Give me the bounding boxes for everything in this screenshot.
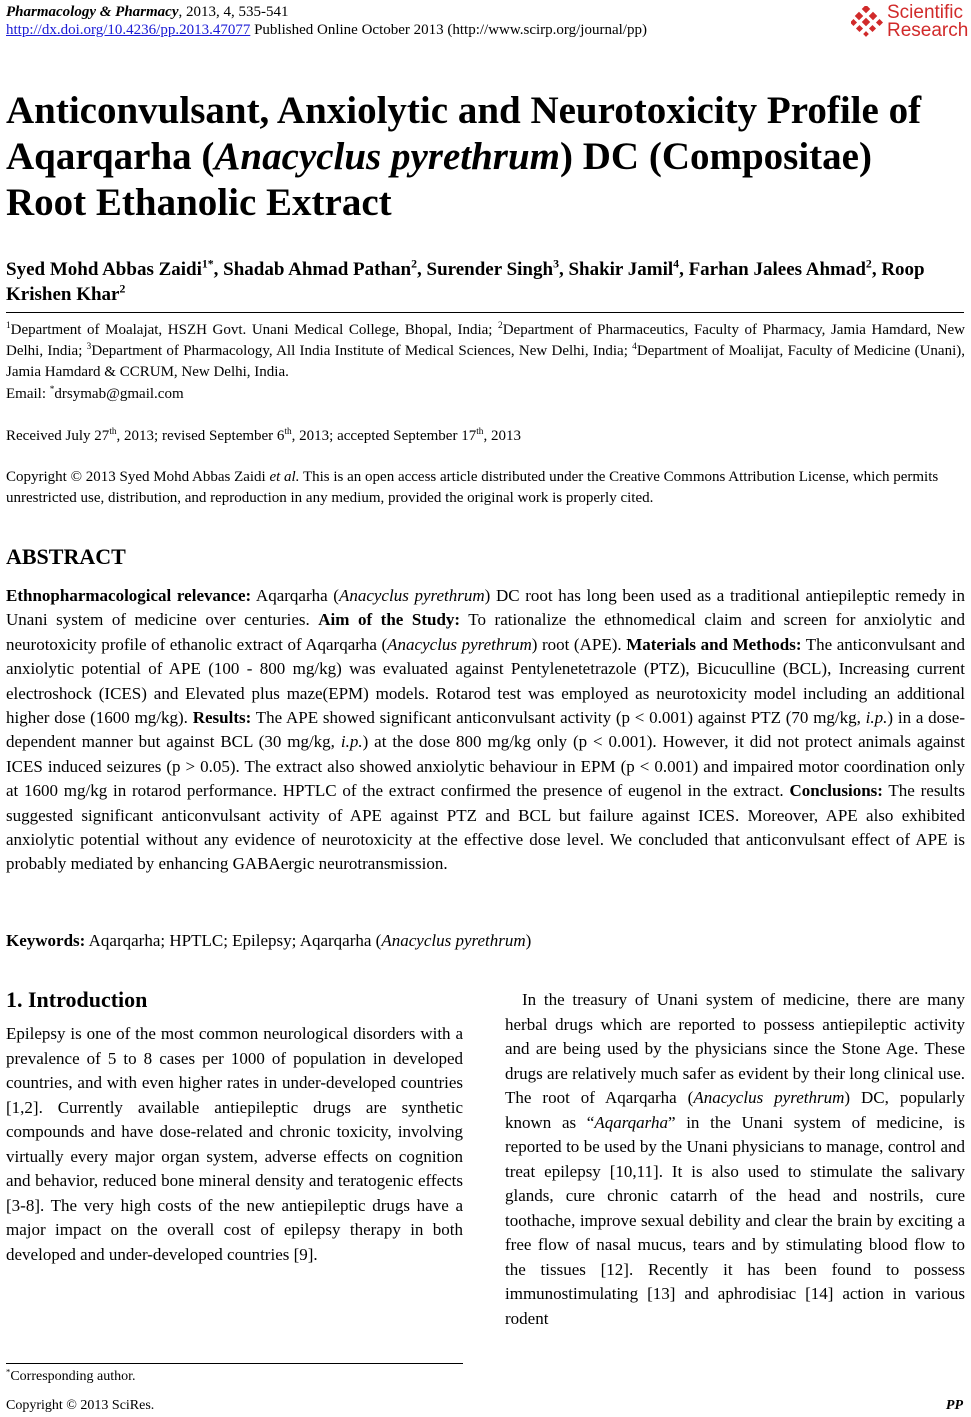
intro-left-column: Epilepsy is one of the most common neurological disorders with a prevalence of 5 to 8 cases per 1000 of population in developed countries, and with even higher rates in under-developed countries [1,2]. Currently available antiepileptic drugs are synthetic compounds and have dose-related and chronic toxicity, involving virtually every major organ system, adverse effects on cognition and behavior, reduced bone mineral density and teratogenic effects [3-8]. The very high costs of the new antiepileptic drugs have a major impact on the overall cost of epilepsy therapy in both developed and under-developed countries [9]. <box>6 1024 463 1264</box>
author: Roop Krishen Khar$^2$ <box>6 259 925 305</box>
logo-line-1: Scientific <box>887 2 964 23</box>
author: Farhan Jalees Ahmad$^2$, <box>688 257 882 280</box>
footer-journal-abbrev: PP <box>945 1398 963 1413</box>
footnote: *Corresponding author. <box>6 1366 136 1384</box>
affiliation: Department of Moalijat, Faculty of Medicine (Unani), Jamia Hamdard & CCRUM, New Delhi, India. <box>6 343 965 380</box>
header-rule <box>6 312 964 313</box>
title-species: Anacyclus pyrethrum <box>214 135 561 178</box>
publisher-logo <box>851 4 969 44</box>
author: Surender Singh$^3$, <box>426 257 569 280</box>
email-address[interactable]: drsymab@gmail.com <box>54 386 184 402</box>
published-note: Published Online October 2013 (http://www.scirp.org/journal/pp) <box>250 22 647 38</box>
logo-text <box>887 4 968 40</box>
affiliation: Department of Pharmaceutics, Faculty of Pharmacy, Jamia Hamdard, New Delhi, India; <box>6 322 965 359</box>
abstract-heading: ABSTRACT <box>6 544 126 569</box>
scirp-logo-icon <box>851 6 883 38</box>
journal-name: Pharmacology & Pharmacy <box>6 4 179 20</box>
section-heading-introduction: 1. Introduction <box>6 987 148 1012</box>
doi-link[interactable]: http://dx.doi.org/10.4236/pp.2013.47077 <box>6 22 251 38</box>
title-text-1: Anticonvulsant, Anxiolytic and Neurotoxicity Profile of Aqarqarha ( <box>6 89 922 178</box>
footnote-rule <box>6 1363 463 1364</box>
footer-copyright: Copyright © 2013 SciRes. <box>6 1398 155 1413</box>
title-text-2: ) DC (Compositae) Root Ethanolic Extract <box>6 135 872 224</box>
keywords: Keywords: Aqarqarha; HPTLC; Epilepsy; Aqarqarha (Anacyclus pyrethrum) <box>6 931 532 950</box>
affiliation: Department of Pharmacology, All India Institute of Medical Sciences, New Delhi, India; <box>91 343 633 359</box>
author: Syed Mohd Abbas Zaidi$^{1*}$, <box>6 257 224 280</box>
logo-line-2: Research <box>887 20 969 41</box>
abstract-body: Ethnopharmacological relevance: Aqarqarha (Anacyclus pyrethrum) DC root has long been used as a traditional antiepileptic remedy in Unani system of medicine over centuries. Aim of the Study: To rationalize the ethnomedical claim and screen for anxiolytic and neurotoxicity profile of ethanolic extract of Aqarqarha (Anacyclus pyrethrum) root (APE). Materials and Methods: The anticonvulsant and anxiolytic potential of APE (100 - 800 mg/kg) was evaluated against Pentylenetetrazole (PTZ), Bicuculline (BCL), Increasing current electroshock (ICES) and Elevated plus maze(EPM) models. Rotarod test was employed as neurotoxicity model including an additional higher dose (1600 mg/kg). Results: The APE showed significant anticonvulsant activity (p < 0.001) against PTZ (70 mg/kg, i.p.) in a dose-dependent manner but against BCL (30 mg/kg, i.p.) at the dose 800 mg/kg only (p < 0.001). However, it did not protect animals against ICES induced seizures (p > 0.05). The extract also showed anxiolytic behaviour in EPM (p < 0.001) and impaired motor coordination only at 1600 mg/kg in rotarod performance. HPTLC of the extract confirmed the presence of eugenol in the extract. Conclusions: The results suggested significant anticonvulsant activity of APE against PTZ and BCL but failure against ICES. Moreover, APE also exhibited anxiolytic potential without any evidence of neurotoxicity at the effective dose level. We concluded that anticonvulsant effect of APE is probably mediated by enhancing GABAergic neurotransmission. <box>6 586 966 874</box>
doi-line <box>6 21 647 39</box>
author-list <box>6 257 956 307</box>
affiliations: $^1$Department of Moalajat, HSZH Govt. Unani Medical College, Bhopal, India; $^2$Department of Pharmaceutics, Faculty of Pharmacy, Jamia Hamdard, New Delhi, India; $^3$Department of Pharmacology, All India Institute of Medical Sciences, New Delhi, India; $^4$Department of Moalijat, Faculty of Medicine (Unani), Jamia Hamdard & CCRUM, New Delhi, India. <box>6 321 965 380</box>
contact-email: Email: *drsymab@gmail.com <box>6 385 184 402</box>
intro-right-column: In the treasury of Unani system of medicine, there are many herbal drugs which are reported to possess antiepileptic activity and are being used by the physicians since the Stone Age. These drugs are relatively much safer as evident by their long clinical use. The root of Aqarqarha (Anacyclus pyrethrum) DC, popularly known as “Aqarqarha” in the Unani system of medicine, is reported to be used by the Unani physicians to manage, control and treat epilepsy [10,11]. It is also used to stimulate the salivary glands, cure chronic catarrh of the head and nostrils, cure toothache, improve sexual debility and clear the brain by exciting a free flow of nasal mucus, tears and by stimulating blood flow to the tissues [12]. Recently it has been found to possess immunostimulating [13] and aphrodisiac [14] action in various rodent <box>505 990 965 1328</box>
copyright-notice: Copyright © 2013 Syed Mohd Abbas Zaidi et al. This is an open access article distributed under the Creative Commons Attribution License, which permits unrestricted use, distribution, and reproduction in any medium, provided the original work is properly cited. <box>6 469 939 506</box>
author: Shakir Jamil$^4$, <box>568 257 689 280</box>
journal-citation <box>6 3 289 21</box>
journal-volume: , 2013, 4, 535-541 <box>178 4 289 20</box>
author: Shadab Ahmad Pathan$^2$, <box>223 257 427 280</box>
paper-title <box>6 88 956 226</box>
affiliation: Department of Moalajat, HSZH Govt. Unani Medical College, Bhopal, India; <box>10 322 499 338</box>
received-dates: Received July 27th, 2013; revised September 6th, 2013; accepted September 17th, 2013 <box>6 427 521 444</box>
